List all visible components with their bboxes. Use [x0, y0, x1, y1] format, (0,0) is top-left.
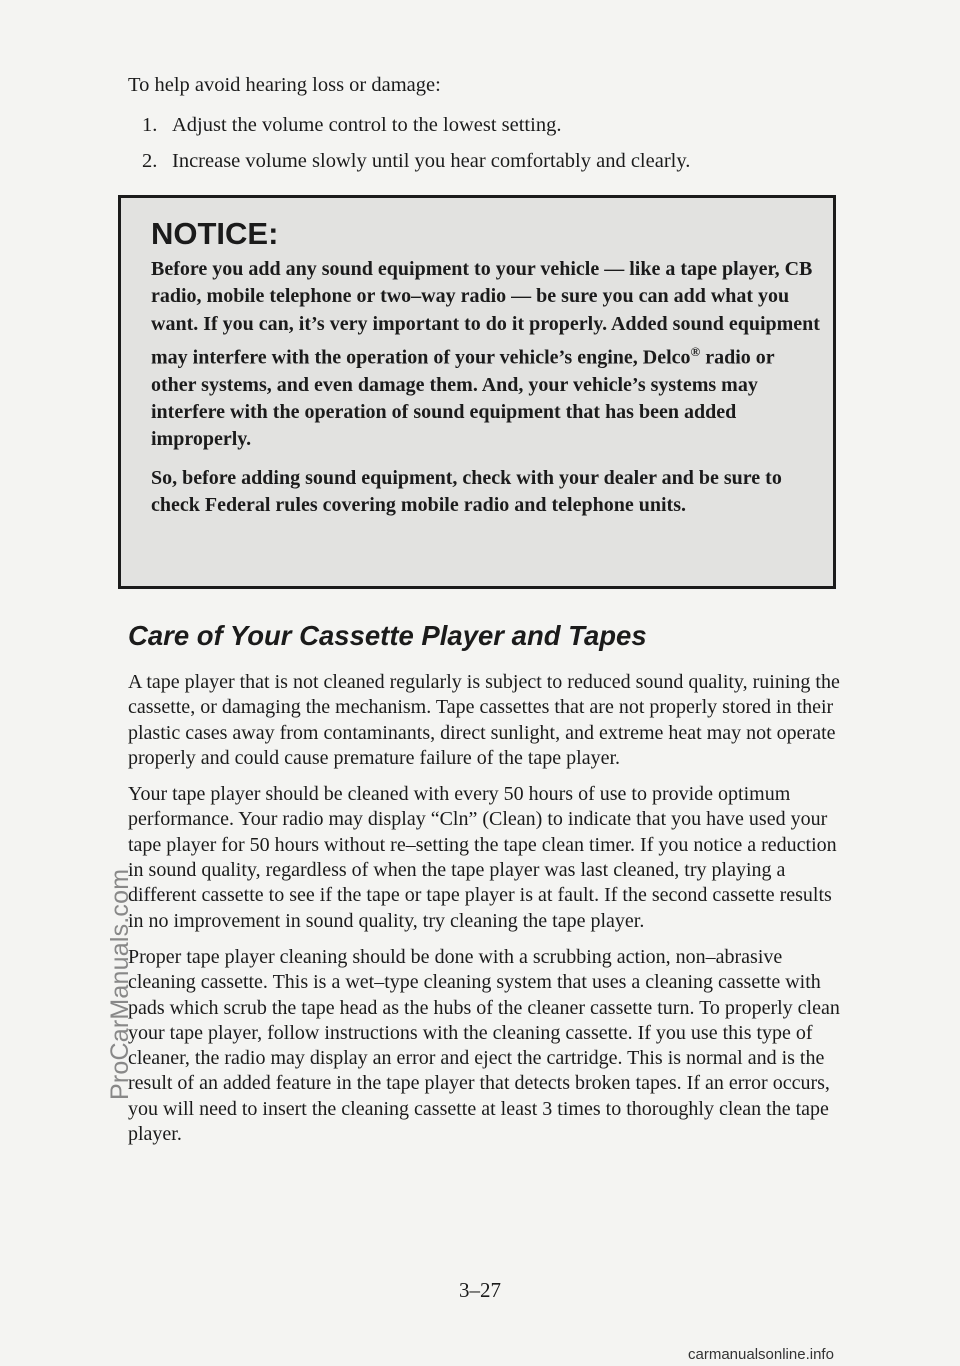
step-number: 1. [142, 114, 158, 136]
section-body [128, 670, 843, 1158]
step-text: Increase volume slowly until you hear comfortably and clearly. [172, 150, 691, 172]
body-paragraph: Your tape player should be cleaned with every 50 hours of use to provide optimum performance. Your radio may display “Cln” (Clean) to indicate that you have used your tape player for 50 hours without re–setting the tape clean timer. If you notice a reduction in sound quality, regardless of when the tape player was last cleaned, try playing a different cassette to see if the tape or tape player is at fault. If the second cassette results in no improvement in sound quality, try cleaning the tape player. [128, 783, 837, 932]
list-item [142, 143, 690, 179]
step-number: 2. [142, 150, 158, 172]
notice-title: NOTICE: [151, 216, 279, 251]
body-paragraph: A tape player that is not cleaned regularly is subject to reduced sound quality, ruining the cassette, or damaging the mechanism. Tape cassettes that are not properly stored in their plastic cases away from contaminants, direct sunlight, and extreme heat may not operate properly and could cause premature failure of the tape player. [128, 671, 840, 769]
steps-list [142, 107, 690, 179]
intro-text: To help avoid hearing loss or damage: [128, 74, 441, 96]
page-number: 3–27 [459, 1278, 501, 1302]
body-paragraph: Proper tape player cleaning should be done with a scrubbing action, non–abrasive cleaning cassette. This is a wet–type cleaning system that uses a cleaning cassette with pads which scrub the tape head as the hubs of the cleaner cassette turn. To properly clean your tape player, follow instructions with the cleaning cassette. If you use this type of cleaner, the radio may display an error and eject the cartridge. This is normal and is the result of an added feature in the tape player that detects broken tapes. If an error occurs, you will need to insert the cleaning cassette at least 3 times to thoroughly clean the tape player. [128, 945, 840, 1146]
section-heading: Care of Your Cassette Player and Tapes [128, 620, 647, 651]
notice-paragraph: So, before adding sound equipment, check with your dealer and be sure to check Federal rules covering mobile radio and telephone units. [151, 466, 782, 517]
notice-box [118, 195, 836, 589]
side-watermark: ProCarManuals.com [106, 868, 134, 1100]
notice-paragraph [151, 256, 821, 454]
notice-body [151, 256, 821, 530]
list-item [142, 107, 690, 143]
registered-mark: ® [690, 343, 701, 359]
step-text: Adjust the volume control to the lowest setting. [172, 114, 562, 136]
footer-site-label: carmanualsonline.info [688, 1346, 834, 1363]
notice-text-part: Before you add any sound equipment to your vehicle — like a tape player, CB radio, mobile telephone or two–way radio — be sure you can add what you want. If you can, it’s very important to do it properly. Added sound equipment may interfere with the operation of your vehicle’s engine, Delco [151, 258, 820, 369]
notice-text-part: radio or other systems, and even damage them. And, your vehicle’s systems may interfere with the operation of sound equipment that has been added improperly. [151, 346, 775, 451]
